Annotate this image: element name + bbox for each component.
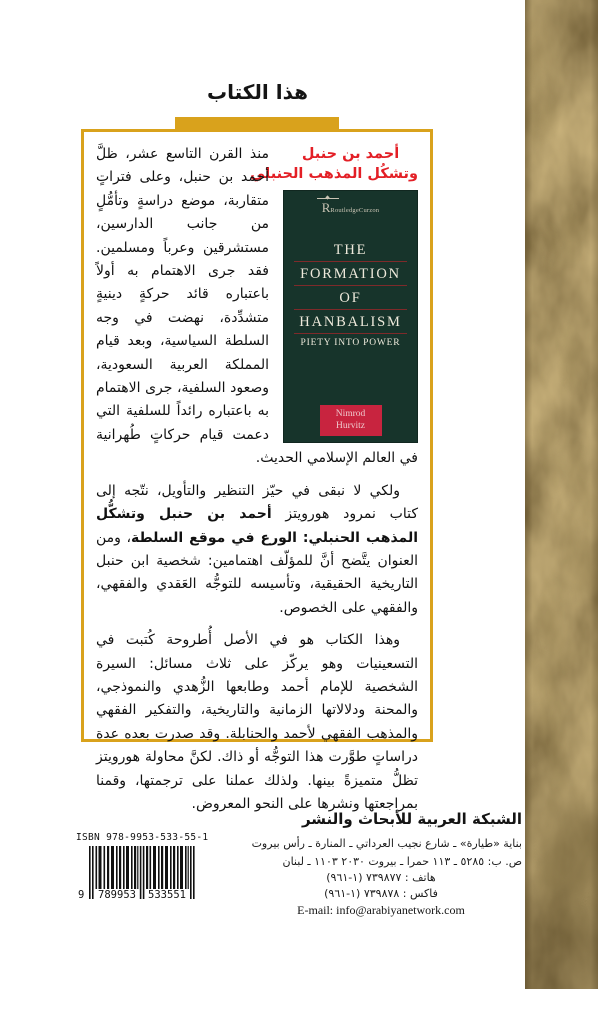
publisher-name: الشبكة العربية للأبحاث والنشر [301,810,522,828]
logo-wordmark: RoutledgeCurzon [330,207,380,214]
cover-title-line: HANBALISM [294,314,407,334]
paragraph2-book-title: أحمد بن حنبل وتشكُّل المذهب الحنبلي: الورع في موقع السلطة [96,506,418,546]
blurb-paragraph-3: وهذا الكتاب هو في الأصل أُطروحة كُتبت في التسعينيات وهو يركّز على ثلاث مسائل: السيرة الشخصية للإمام أحمد وطابعها الزُّهدي والنموذجي، والمحنة ودلالاتها الزمانية والتاريخية، والتفكير الفقهي والمذهب الفقهي لأحمد والحنابلة. وقد صدرت بعده عدة دراساتٍ طوَّرت هذا التوجُّه أو ذاك. لكنَّ محاولة هورويتز تظلُّ متميزةً بينها. ولذلك عملنا على ترجمتها، وقمنا بمراجعتها ونشرها على النحو المعروض. [96,632,418,812]
publisher-address-line1: بناية «طيارة» ـ شارع نجيب العرداتي ـ المنارة ـ رأس بيروت [251,837,522,850]
book-cover-figure [250,143,418,443]
paragraph2-text: ولكي لا نبقى في حيّز التنظير والتأويل، نتّجه إلى كتاب نمرود هورويتز [96,482,418,523]
publisher-email: E-mail: info@arabiyanetwork.com [297,903,465,917]
arabic-title-line1: أحمد بن حنبل [301,146,400,162]
arabic-book-title [250,145,418,184]
author-first-name: Nimrod [335,409,366,419]
paragraph2-text: ، ومن العنوان يتَّضح أنَّ للمؤلّف اهتمامين: شخصية ابن حنبل التاريخية الحقيقية، وتأسيسه للتوجُّه العَقدي والفقهي، والفقهي على الخصوص. [96,529,418,616]
routledge-curzon-logo [322,199,380,217]
logo-r-glyph: R [321,200,331,215]
publisher-address-line2: ص. ب: ٥٢٨٥ ـ ١١٣ حمرا ـ بيروت ٢٠٣٠ ١١٠٣ ـ لبنان [282,854,522,868]
cover-title-line: THE [294,242,407,262]
cover-title-line: FORMATION [294,266,407,286]
publisher-phone: هاتف : ٧٣٩٨٧٧ (١-٩٦١) [326,871,436,884]
cover-subtitle: PIETY INTO POWER [300,338,401,348]
ean-lead-digit: 9 [78,889,85,901]
ean-left-digits: 789953 [96,890,138,901]
ean-barcode [78,846,195,901]
publisher-block [240,810,522,918]
blurb-panel [81,129,433,812]
blurb-paragraph-1: منذ القرن التاسع عشر، ظلَّ أحمد بن حنبل، وعلى فتراتٍ متقاربة، موضع دراسةٍ وتأمُّلٍ من جانب الدارسين، مستشرقين وعرباً ومسلمين. فقد جرى الاهتمام به أولاً باعتباره قائد حركةٍ دينيةٍ متشدِّدة، نهضت في وجه السلطة السياسية، وبعد قيام المملكة العربية السعودية، وصعود السلفية، جرى الاهتمام به باعتباره رائداً للسلفية التي دعمت قيام حركاتٍ طُهرانية في العالم الإسلامي الحديث. [96,146,418,467]
cover-title-block [294,242,407,348]
author-name-box [320,405,382,436]
publisher-fax: فاكس : ٧٣٩٨٧٨ (١-٩٦١) [324,886,438,900]
cover-title-line: OF [294,290,407,310]
ean-right-digits: 533551 [146,890,188,901]
marbled-spine-strip [525,0,598,989]
blurb-paragraph-2 [96,480,418,620]
author-last-name: Hurvitz [335,420,366,431]
isbn-label: ISBN 978-9953-533-55-1 [76,832,209,843]
page-title: هذا الكتاب [206,80,308,104]
isbn-block [76,832,208,899]
book-cover-thumbnail [283,190,418,443]
spine-shading [525,0,598,989]
arabic-title-line2: وتشكُل المذهب الحنبلي [250,165,418,182]
